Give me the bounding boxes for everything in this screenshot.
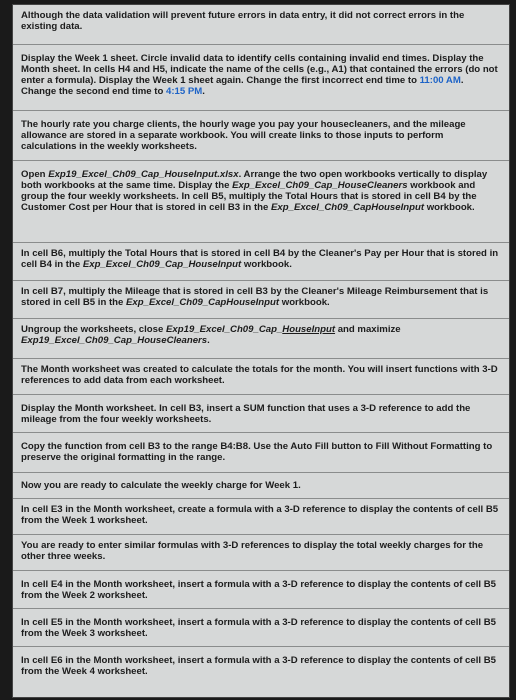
step-row [13,433,509,473]
step-text: Open Exp19_Excel_Ch09_Cap_HouseInput.xlsx. Arrange the two open workbooks vertically to display both workbooks at the same time. Display the Exp_Excel_Ch09_Cap_HouseCleaners workbook and group the four weekly worksheets. In cell B5, multiply the Total Hours that is stored in cell B4 by the Customer Cost per Hour that is stored in cell B3 in the Exp_Excel_Ch09_CapHouseInput workbook. [21,169,488,213]
step-text: Display the Month worksheet. In cell B3, insert a SUM function that uses a 3-D reference to add the mileage from the four weekly worksheets. [21,403,471,425]
step-text: Ungroup the worksheets, close Exp19_Excel_Ch09_Cap_HouseInput and maximize Exp19_Excel_Ch09_Cap_HouseCleaners. [21,324,401,346]
file-name: Exp19_Excel_Ch09_Cap_HouseInput.xlsx [48,169,239,180]
time-value: 4:15 PM [166,86,203,97]
step-row [13,395,509,433]
step-row [13,45,509,111]
step-row [13,281,509,319]
step-row [13,499,509,535]
file-name: Exp_Excel_Ch09_Cap_HouseCleaners [232,180,408,191]
step-text: In cell E4 in the Month worksheet, insert a formula with a 3-D reference to display the contents of cell B5 from the Week 2 worksheet. [21,579,496,601]
step-row [13,243,509,281]
instructions-table [12,4,510,698]
step-row [13,473,509,499]
step-text: Copy the function from cell B3 to the range B4:B8. Use the Auto Fill button to Fill Without Formatting to preserve the original formatting in the range. [21,441,493,463]
step-row [13,571,509,609]
step-row [13,647,509,685]
step-text: Now you are ready to calculate the weekly charge for Week 1. [21,480,301,491]
file-name: HouseInput [282,324,336,335]
file-name: Exp_Excel_Ch09_CapHouseInput [126,297,280,308]
step-text: Display the Week 1 sheet. Circle invalid data to identify cells containing invalid end times. Display the Month sheet. In cells H4 and H5, indicate the name of the cells (e.g., A1) that contained the errors (do not enter a formula). Display the Week 1 sheet again. Change the first incorrect end time to 11:00 AM. Change the second end time to 4:15 PM. [21,53,498,97]
step-row [13,535,509,571]
step-text: In cell E5 in the Month worksheet, insert a formula with a 3-D reference to display the contents of cell B5 from the Week 3 worksheet. [21,617,496,639]
step-row [13,319,509,359]
step-row [13,111,509,161]
file-name: Exp_Excel_Ch09_CapHouseInput [271,202,425,213]
step-text: In cell B7, multiply the Mileage that is stored in cell B3 by the Cleaner's Mileage Reimbursement that is stored in cell B5 in the Exp_Excel_Ch09_CapHouseInput workbook. [21,286,489,308]
step-text: The Month worksheet was created to calculate the totals for the month. You will insert functions with 3-D references to add data from each worksheet. [21,364,498,386]
step-text: Although the data validation will prevent future errors in data entry, it did not correct errors in the existing data. [21,10,465,32]
step-text: In cell B6, multiply the Total Hours that is stored in cell B4 by the Cleaner's Pay per Hour that is stored in cell B4 in the Exp_Excel_Ch09_Cap_HouseInput workbook. [21,248,499,270]
step-row [13,609,509,647]
step-text: The hourly rate you charge clients, the hourly wage you pay your housecleaners, and the mileage allowance are stored in a separate workbook. You will create links to those inputs to perform calculations in the weekly worksheets. [21,119,466,152]
file-name: Exp19_Excel_Ch09_Cap_HouseCleaners [21,335,208,346]
time-value: 11:00 AM [419,75,461,86]
step-row [13,161,509,243]
file-name: Exp_Excel_Ch09_Cap_HouseInput [82,259,242,270]
step-text: You are ready to enter similar formulas with 3-D references to display the total weekly charges for the other three weeks. [21,540,484,562]
step-row [13,359,509,395]
step-text: In cell E6 in the Month worksheet, insert a formula with a 3-D reference to display the contents of cell B5 from the Week 4 worksheet. [21,655,496,677]
step-row [13,5,509,45]
file-name: Exp19_Excel_Ch09_Cap_ [166,324,283,335]
step-text: In cell E3 in the Month worksheet, create a formula with a 3-D reference to display the contents of cell B5 from the Week 1 worksheet. [21,504,499,526]
